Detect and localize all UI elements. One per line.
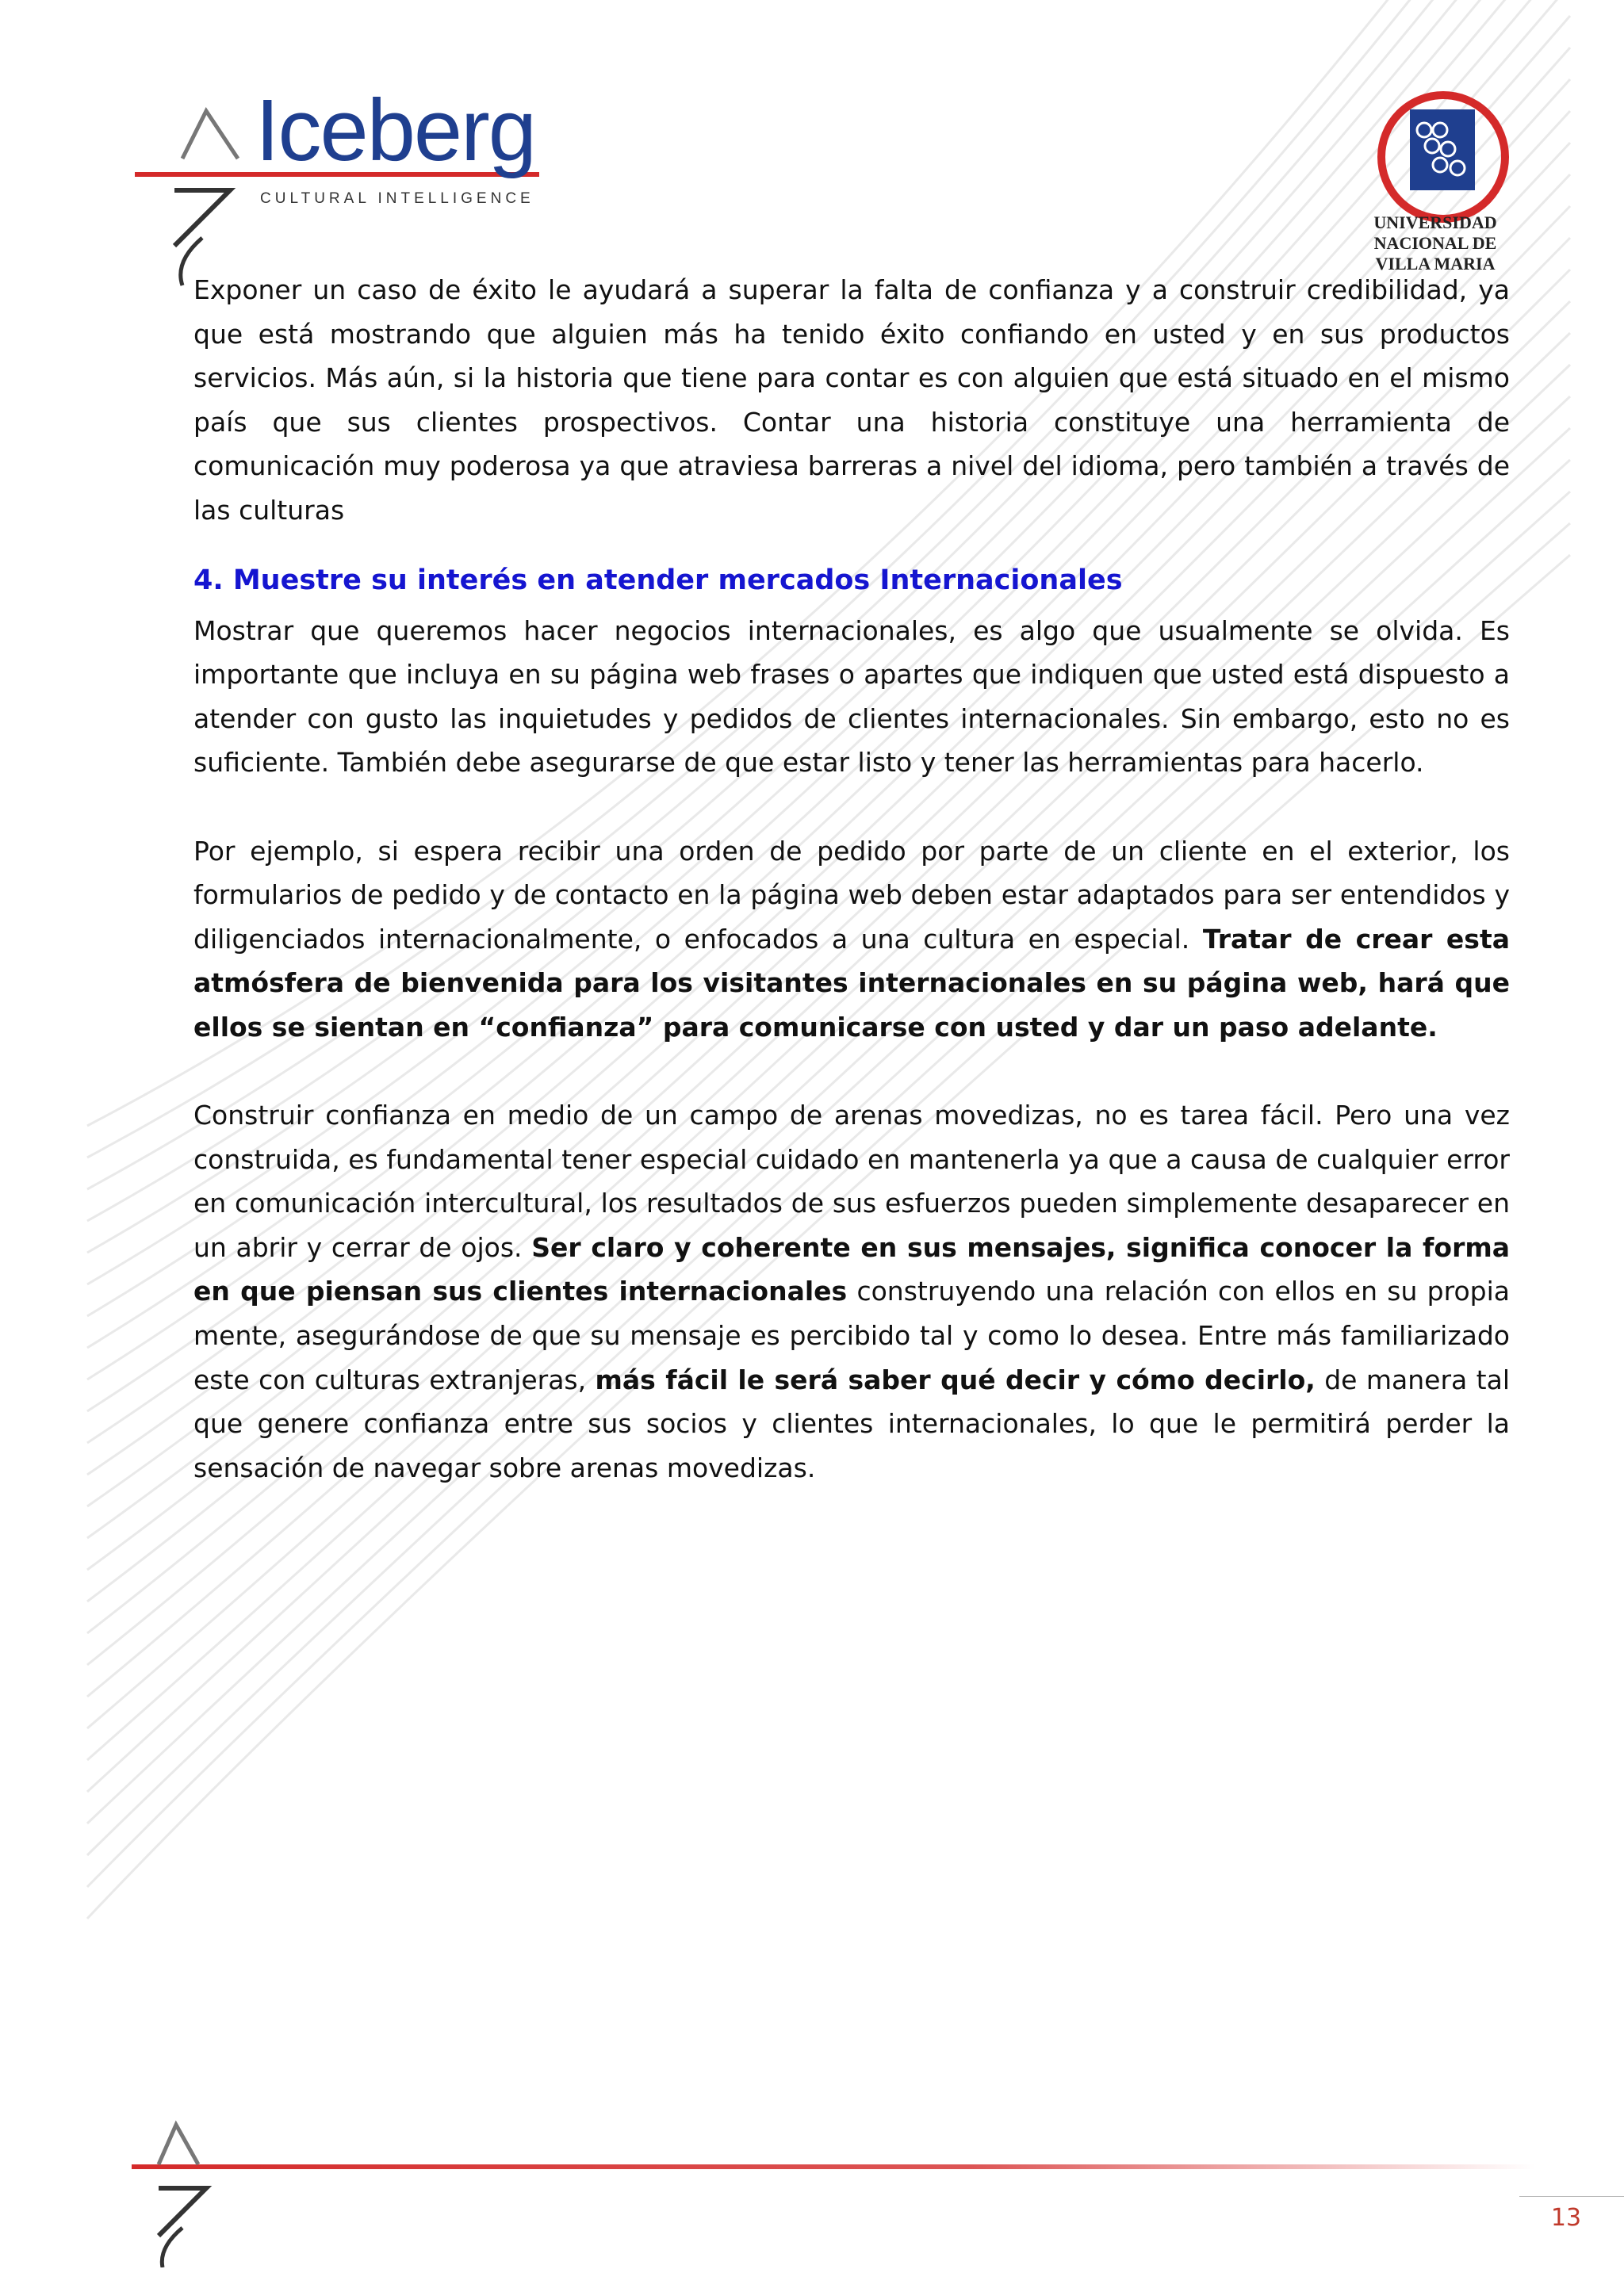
university-line-1: UNIVERSIDAD — [1373, 212, 1497, 232]
section-paragraph-3 — [193, 1093, 1510, 1490]
university-line-3: VILLA MARIA — [1375, 254, 1496, 274]
page-number-rule — [1519, 2196, 1624, 2197]
paragraph-2-text: Por ejemplo, si espera recibir una orden de pedido por parte de un cliente en el exterior, los formularios de pedido y de contacto en la página web deben estar adaptados para ser entendidos y diligenciados internacionalmente, o enfocados a una cultura en especial. — [193, 835, 1510, 955]
page-number: 13 — [1550, 2204, 1582, 2232]
footer-iceberg-mark-icon — [127, 2109, 238, 2267]
section-paragraph-1: Mostrar que queremos hacer negocios internacionales, es algo que usualmente se olvida. Es importante que incluya en su página web frases o apartes que indiquen que usted está dispuesto a atender con gusto las inquietudes y pedidos de clientes internacionales. Sin embargo, esto no es suficiente. También debe asegurarse de que estar listo y tener las herramientas para hacerlo. — [193, 614, 1510, 779]
brand-name: Iceberg — [255, 82, 535, 179]
document-body — [193, 268, 1510, 1490]
paragraph-2-emphasis: Tratar de crear esta atmósfera de bienvenida para los visitantes internacionales en su página web, hará que ellos se sientan en “confianza” para comunicarse con usted y dar un paso adelante. — [193, 923, 1510, 1043]
paragraph-3-text-b: construyendo una relación con ellos en su propia mente, asegurándose de que su mensaje es percibido tal y como lo desea. Entre más familiarizado este con culturas extranjeras, — [193, 1276, 1510, 1395]
intro-paragraph: Exponer un caso de éxito le ayudará a superar la falta de confianza y a construir credibilidad, ya que está mostrando que alguien más ha tenido éxito confiando en usted y en sus productos servicios. Más aún, si la historia que tiene para contar es con alguien que está situado en el mismo país que sus clientes prospectivos. Contar una historia constituye una herramienta de comunicación muy poderosa ya que atraviesa barreras a nivel del idioma, pero también a través de las culturas — [193, 274, 1510, 526]
paragraph-3-text-a: Construir confianza en medio de un campo de arenas movedizas, no es tarea fácil. Pero una vez construida, es fundamental tener especial cuidado en mantenerla ya que a causa de cualquier error en comunicación intercultural, los resultados de sus esfuerzos pueden simplemente desaparecer en un abrir y cerrar de ojos. — [193, 1100, 1510, 1263]
paragraph-3-text-c: de manera tal que genere confianza entre sus socios y clientes internacionales, lo que le permitirá perder la sensación de navegar sobre arenas movedizas. — [193, 1364, 1510, 1483]
university-name — [1340, 212, 1530, 274]
section-heading: 4. Muestre su interés en atender mercados Internacionales — [193, 564, 1123, 596]
university-line-2: NACIONAL DE — [1373, 233, 1497, 253]
section-paragraph-2 — [193, 829, 1510, 1050]
brand-tagline: CULTURAL INTELLIGENCE — [260, 190, 534, 207]
footer-divider — [132, 2163, 1535, 2171]
paragraph-3-emphasis-a: Ser claro y coherente en sus mensajes, significa conocer la forma en que piensan sus clientes internacionales — [193, 1231, 1510, 1307]
paragraph-3-emphasis-b: más fácil le será saber qué decir y cómo decirlo, — [595, 1364, 1316, 1395]
